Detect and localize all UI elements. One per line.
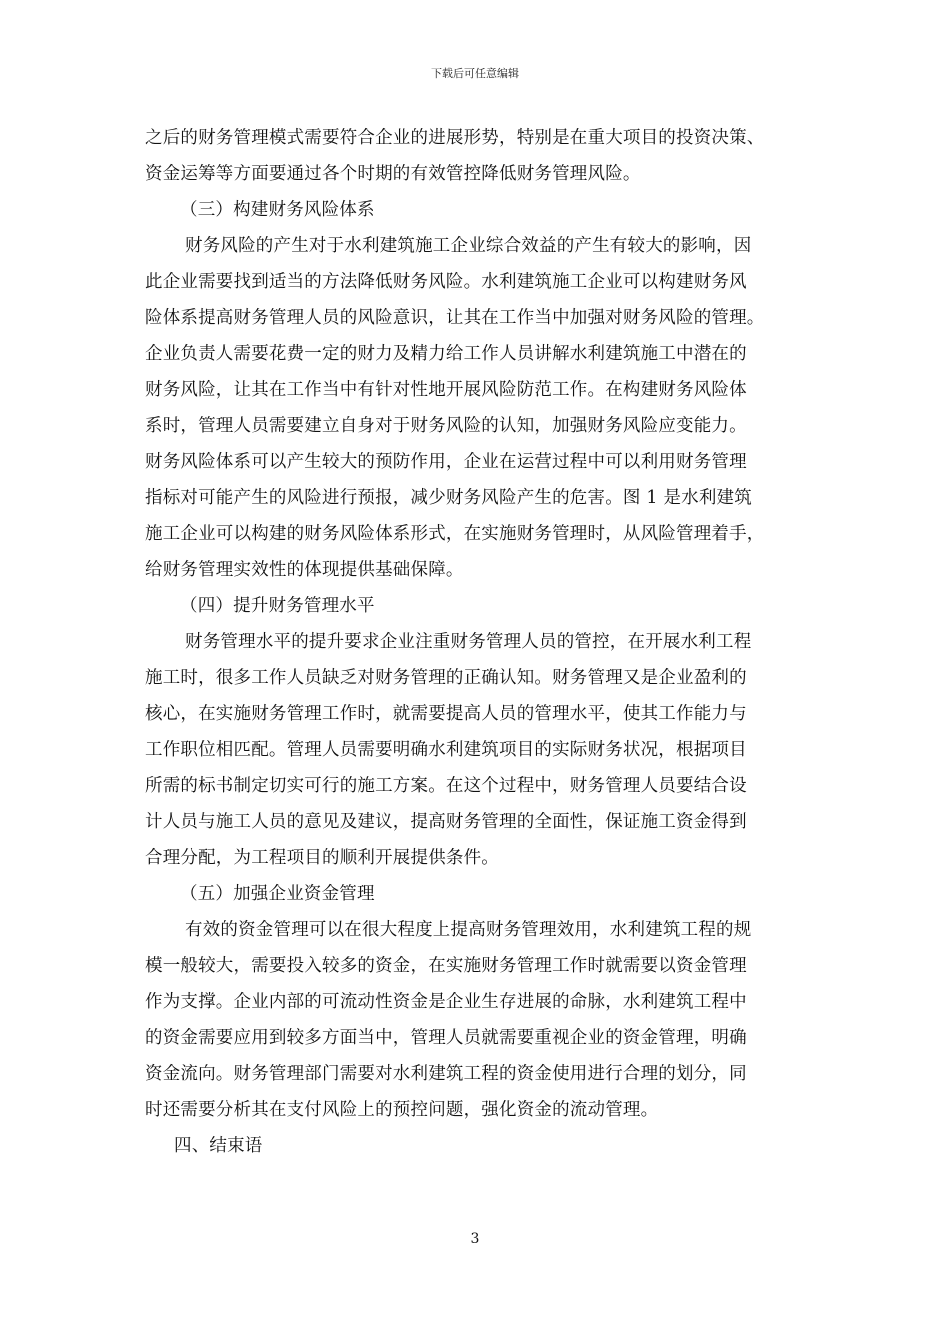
body-line: 工作职位相匹配。管理人员需要明确水利建筑项目的实际财务状况，根据项目 bbox=[145, 740, 747, 760]
body-line: 之后的财务管理模式需要符合企业的进展形势，特别是在重大项目的投资决策、 bbox=[145, 128, 765, 148]
section-heading: （三）构建财务风险体系 bbox=[180, 200, 375, 220]
body-line: 时还需要分析其在支付风险上的预控问题，强化资金的流动管理。 bbox=[145, 1100, 659, 1120]
body-line: 模一般较大，需要投入较多的资金，在实施财务管理工作时就需要以资金管理 bbox=[145, 956, 747, 976]
body-line: 企业负责人需要花费一定的财力及精力给工作人员讲解水利建筑施工中潜在的 bbox=[145, 344, 747, 364]
body-line: 此企业需要找到适当的方法降低财务风险。水利建筑施工企业可以构建财务风 bbox=[145, 272, 747, 292]
paragraph-first-line: 有效的资金管理可以在很大程度上提高财务管理效用，水利建筑工程的规 bbox=[185, 920, 752, 940]
body-line: 的资金需要应用到较多方面当中，管理人员就需要重视企业的资金管理，明确 bbox=[145, 1028, 747, 1048]
page-header: 下载后可任意编辑 bbox=[431, 67, 519, 80]
body-line: 计人员与施工人员的意见及建议，提高财务管理的全面性，保证施工资金得到 bbox=[145, 812, 747, 832]
body-line: 施工企业可以构建的财务风险体系形式，在实施财务管理时，从风险管理着手， bbox=[145, 524, 765, 544]
body-line: 给财务管理实效性的体现提供基础保障。 bbox=[145, 560, 464, 580]
body-line: 所需的标书制定切实可行的施工方案。在这个过程中，财务管理人员要结合设 bbox=[145, 776, 747, 796]
section-heading: （五）加强企业资金管理 bbox=[180, 884, 375, 904]
body-line: 作为支撑。企业内部的可流动性资金是企业生存进展的命脉，水利建筑工程中 bbox=[145, 992, 747, 1012]
body-text bbox=[145, 120, 810, 1164]
paragraph-first-line: 财务风险的产生对于水利建筑施工企业综合效益的产生有较大的影响，因 bbox=[185, 236, 752, 256]
page-number: 3 bbox=[470, 1231, 480, 1247]
body-line: 险体系提高财务管理人员的风险意识，让其在工作当中加强对财务风险的管理。 bbox=[145, 308, 765, 328]
body-line: 资金流向。财务管理部门需要对水利建筑工程的资金使用进行合理的划分，同 bbox=[145, 1064, 747, 1084]
body-line: 指标对可能产生的风险进行预报，减少财务风险产生的危害。图 1 是水利建筑 bbox=[145, 488, 752, 508]
body-line: 财务风险，让其在工作当中有针对性地开展风险防范工作。在构建财务风险体 bbox=[145, 380, 747, 400]
section-heading: 四、结束语 bbox=[174, 1136, 263, 1156]
body-line: 资金运筹等方面要通过各个时期的有效管控降低财务管理风险。 bbox=[145, 164, 641, 184]
body-line: 系时，管理人员需要建立自身对于财务风险的认知，加强财务风险应变能力。 bbox=[145, 416, 747, 436]
body-line: 施工时，很多工作人员缺乏对财务管理的正确认知。财务管理又是企业盈利的 bbox=[145, 668, 747, 688]
body-line: 核心，在实施财务管理工作时，就需要提高人员的管理水平，使其工作能力与 bbox=[145, 704, 747, 724]
body-line: 合理分配，为工程项目的顺利开展提供条件。 bbox=[145, 848, 499, 868]
paragraph-first-line: 财务管理水平的提升要求企业注重财务管理人员的管控，在开展水利工程 bbox=[185, 632, 752, 652]
body-line: 财务风险体系可以产生较大的预防作用，企业在运营过程中可以利用财务管理 bbox=[145, 452, 747, 472]
section-heading: （四）提升财务管理水平 bbox=[180, 596, 375, 616]
